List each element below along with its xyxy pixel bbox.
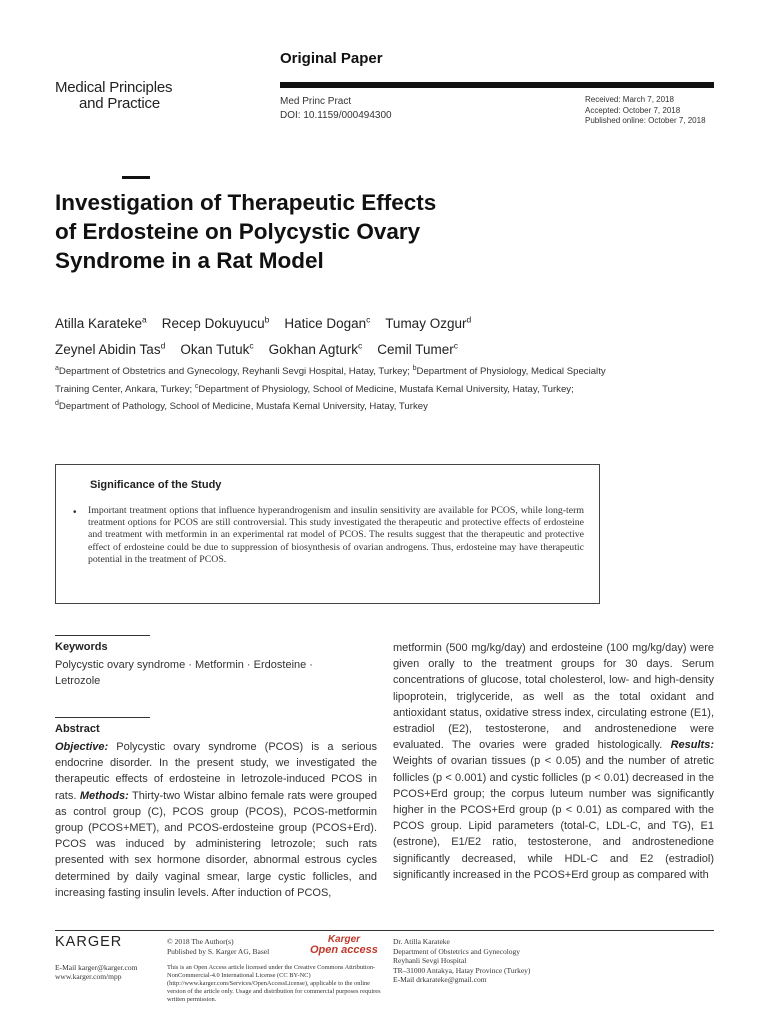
affiliation-c: Department of Physiology, School of Medicine, Mustafa Kemal University, Hatay, Turkey;: [198, 383, 574, 395]
author-name: Hatice Dogan: [284, 315, 367, 331]
abstract-rule: [55, 717, 150, 718]
date-accepted: Accepted: October 7, 2018: [585, 105, 681, 115]
author: [385, 316, 471, 331]
results-text: Weights of ovarian tissues (p < 0.05) and the number of atretic follicles (p < 0.001) and cystic follicles (p < 0.01) decreased in the PCOS+Erd group; the corpus luteum number was significantly higher in the PCOS+Erd group (p < 0.01) as compared with the PCOS group. Lipid parameters (total-C, LDL-C, and TG), E1 (estrone), E1/E2 ratio, testosterone, and androstenedione significantly decreased, while HDL-C and E2 (estradiol) significantly increased in the PCOS+Erd group as compared with: [393, 755, 714, 881]
corr-hospital: Reyhanli Sevgi Hospital: [393, 956, 467, 965]
keywords-text: Polycystic ovary syndrome · Metformin · Erdosteine · Letrozole: [55, 659, 313, 687]
correspondence: [393, 937, 530, 985]
methods-text: metformin (500 mg/kg/day) and erdosteine (100 mg/kg/day) were given orally to the treatment groups for 30 days. Serum concentrations of glucose, total cholesterol, low- and high-density lipoprotein, triglyceride, as well as the total oxidant and antioxidant status, oxidative stress index, circulating estrone (E1), estradiol (E2), testosterone, and androstenedione were evaluated. The ovaries were graded histologically.: [393, 642, 714, 752]
author-affil-mark: c: [453, 340, 458, 351]
objective-text: Polycystic ovary syndrome (PCOS) is a serious endocrine disorder. In the present study, we investigated the therapeutic effects of erdosteine in letrozole-induced PCOS in rats.: [55, 741, 377, 802]
author-list: [55, 308, 615, 361]
author-affil-mark: c: [357, 340, 363, 351]
author-name: Atilla Karateke: [55, 315, 143, 331]
author-name: Okan Tutuk: [180, 342, 250, 357]
corr-address: TR–31000 Antakya, Hatay Province (Turkey): [393, 965, 531, 975]
affil-mark: d: [55, 400, 59, 408]
publisher-contact: [55, 963, 137, 981]
significance-title: Significance of the Study: [90, 479, 222, 491]
affil-mark: c: [194, 382, 199, 390]
article-title: [55, 188, 555, 275]
corr-name: Dr. Atilla Karateke: [393, 937, 450, 946]
footer-rule: [55, 930, 714, 931]
methods-text: Thirty-two Wistar albino female rats were grouped as control group (C), PCOS group (PCOS), PCOS-metformin group (PCOS+MET), and PCOS-erdosteine group (PCOS+Erd). PCOS was induced by administering letrozole; such rats presented with sex hormone disorder, abnormal estrous cycles determined by daily vaginal smear, large cystic follicles, and increasing fasting insulin levels. After induction of PCOS,: [55, 789, 378, 899]
author: [284, 316, 370, 331]
citation-doi[interactable]: DOI: 10.1159/000494300: [280, 110, 392, 121]
affiliations: [55, 362, 615, 415]
publisher-email[interactable]: E-Mail karger@karger.com: [55, 963, 138, 972]
author-name: Tumay Ozgur: [385, 315, 467, 331]
copyright-line1: © 2018 The Author(s): [167, 937, 234, 946]
author-line-1: [55, 308, 615, 335]
results-label: Results:: [670, 739, 714, 752]
corr-email[interactable]: E-Mail drkarateke@gmail.com: [393, 975, 487, 984]
author-affil-mark: c: [249, 340, 254, 351]
header-bar: [280, 82, 714, 88]
author: [162, 316, 270, 331]
title-line1: Investigation of Therapeutic Effects: [55, 190, 437, 215]
journal-name-line1: Medical Principles: [55, 79, 173, 96]
bullet-icon: •: [73, 507, 77, 518]
abstract-column-right: [393, 640, 714, 883]
objective-label: Objective:: [55, 741, 109, 753]
oa-karger: Karger: [327, 934, 361, 945]
title-rule: [122, 176, 150, 179]
author-affil-mark: d: [466, 314, 472, 324]
date-published: Published online: October 7, 2018: [585, 116, 706, 125]
paper-type: Original Paper: [280, 50, 383, 67]
publisher-logo: KARGER: [55, 934, 123, 950]
abstract-column-left: [55, 739, 377, 901]
author: [55, 316, 147, 331]
keywords-heading: Keywords: [55, 641, 108, 653]
keywords-rule: [55, 635, 150, 636]
publisher-website[interactable]: www.karger.com/mpp: [55, 972, 122, 981]
affiliation-a: Department of Obstetrics and Gynecology, Reyhanli Sevgi Hospital, Hatay, Turkey;: [58, 366, 413, 378]
author-name: Recep Dokuyucu: [161, 315, 265, 331]
citation-journal: Med Princ Pract: [280, 96, 352, 107]
author: [55, 342, 165, 357]
author-affil-mark: d: [160, 340, 166, 351]
author-affil-mark: a: [142, 314, 147, 324]
author-affil-mark: b: [264, 314, 270, 324]
date-received: Received: March 7, 2018: [585, 95, 674, 104]
citation: [280, 95, 392, 123]
journal-name-line2: and Practice: [79, 95, 160, 112]
title-line3: Syndrome in a Rat Model: [55, 248, 324, 273]
author-line-2: [55, 335, 615, 362]
author-name: Gokhan Agturk: [268, 342, 358, 357]
article-dates: [585, 95, 706, 127]
author-name: Zeynel Abidin Tas: [55, 342, 161, 357]
affiliation-b: Department of Physiology, Medical Specialty Training Center, Ankara, Turkey;: [55, 366, 606, 395]
author: [180, 342, 253, 357]
journal-logo: [55, 80, 172, 112]
license-text: This is an Open Access article licensed under the Creative Commons Attribution-NonCommercial-4.0 International License (CC BY-NC) (http://www.karger.com/Services/OpenAccessLicense), applicable to the online version of the article only. Usage and distribution for commercial purposes requires written permission.: [167, 964, 381, 1003]
copyright-line2: Published by S. Karger AG, Basel: [167, 946, 270, 956]
author-name: Cemil Tumer: [377, 342, 454, 357]
author: [377, 342, 458, 357]
title-line2: of Erdosteine on Polycystic Ovary: [55, 219, 421, 244]
open-access-logo: [310, 935, 378, 955]
copyright: [167, 937, 269, 956]
methods-label: Methods:: [79, 789, 129, 802]
corr-dept: Department of Obstetrics and Gynecology: [393, 946, 521, 956]
affiliation-d: Department of Pathology, School of Medicine, Mustafa Kemal University, Hatay, Turkey: [58, 401, 428, 413]
affil-mark: b: [412, 365, 417, 372]
significance-text: Important treatment options that influence hyperandrogenism and insulin sensitivity are available for PCOS, while long-term treatment options for PCOS are still controversial. This study investigated the therapeutic and protective effects of erdosteine and treatment with metformin in an experimental rat model of PCOS. The results suggest that the therapeutic and protective effect of erdosteine could be due to suppression of biosynthesis of ovarian androgens. Thus, erdosteine may have therapeutic potential in the treatment of PCOS.: [88, 505, 584, 565]
author: [269, 342, 363, 357]
affil-mark: a: [55, 365, 59, 372]
author-affil-mark: c: [366, 314, 371, 324]
abstract-heading: Abstract: [55, 723, 100, 735]
oa-open-access: Open access: [310, 944, 378, 956]
